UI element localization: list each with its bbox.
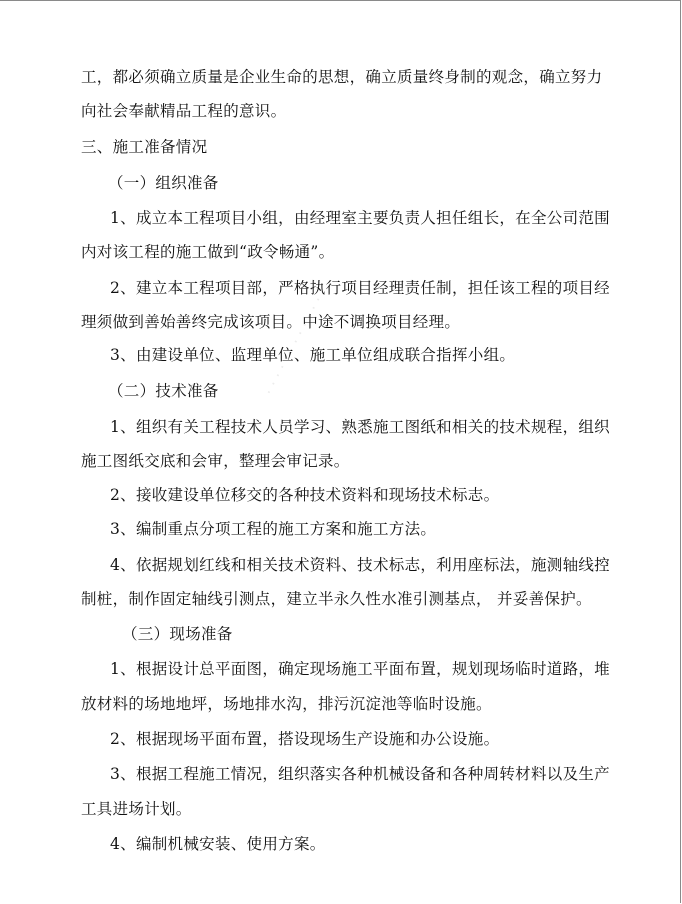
watermark: · · · · · · · · · · · · [260, 293, 328, 399]
text-line: 3、根据工程施工情况，组织落实各种机械设备和各种周转材料以及生产 [110, 765, 610, 783]
text-line: 3、由建设单位、监理单位、施工单位组成联合指挥小组。 [110, 346, 516, 364]
section-heading: 三、施工准备情况 [81, 138, 208, 156]
subsection-heading: （三）现场准备 [122, 625, 233, 643]
text-line: 1、组织有关工程技术人员学习、熟悉施工图纸和相关的技术规程，组织 [110, 418, 610, 436]
text-line: 理须做到善始善终完成该项目。中途不调换项目经理。 [81, 313, 461, 331]
text-line: 3、编制重点分项工程的施工方案和施工方法。 [110, 520, 437, 538]
text-line: 工具进场计划。 [81, 800, 192, 818]
text-line: 放材料的场地地坪，场地排水沟，排污沉淀池等临时设施。 [81, 695, 492, 713]
text-line: 工，都必须确立质量是企业生命的思想，确立质量终身制的观念，确立努力 [81, 68, 603, 86]
text-line: 2、接收建设单位移交的各种技术资料和现场技术标志。 [110, 486, 500, 504]
subsection-heading: （二）技术准备 [108, 382, 219, 400]
text-line: 4、编制机械安装、使用方案。 [110, 835, 326, 853]
text-line: 内对该工程的施工做到“政令畅通”。 [81, 243, 335, 261]
text-line: 向社会奉献精品工程的意识。 [81, 102, 287, 120]
text-line: 2、根据现场平面布置，搭设现场生产设施和办公设施。 [110, 730, 500, 748]
text-line: 4、依据规划红线和相关技术资料、技术标志，利用座标法，施测轴线控 [110, 556, 610, 574]
text-line: 1、根据设计总平面图，确定现场施工平面布置，规划现场临时道路，堆 [110, 660, 610, 678]
subsection-heading: （一）组织准备 [108, 174, 219, 192]
text-line: 2、建立本工程项目部，严格执行项目经理责任制，担任该工程的项目经 [110, 279, 610, 297]
text-line: 制桩，制作固定轴线引测点，建立半永久性水准引测基点， 并妥善保护。 [81, 590, 592, 608]
text-line: 1、成立本工程项目小组，由经理室主要负责人担任组长，在全公司范围 [110, 209, 610, 227]
text-line: 施工图纸交底和会审，整理会审记录。 [81, 452, 350, 470]
